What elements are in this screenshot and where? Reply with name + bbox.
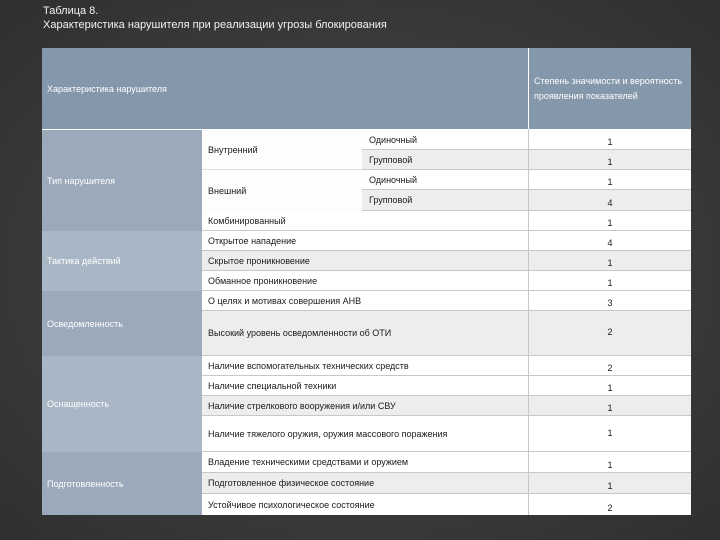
detail-cell: Групповой: [362, 190, 528, 211]
header-characteristic: Характеристика нарушителя: [42, 48, 528, 129]
table-number: Таблица 8.: [43, 5, 99, 17]
table-caption: [43, 4, 387, 32]
column-divider: [528, 129, 529, 515]
detail-cell: О целях и мотивах совершения АНВ: [202, 291, 528, 311]
detail-cell: Подготовленное физическое состояние: [202, 473, 528, 494]
detail-cell: Наличие вспомогательных технических средств: [202, 356, 528, 376]
detail-cell: Скрытое проникновение: [202, 251, 528, 271]
value-cell: 2: [529, 356, 691, 376]
value-cell: 3: [529, 291, 691, 311]
detail-cell: Наличие тяжелого оружия, оружия массового поражения: [202, 416, 528, 452]
category-equipment: Оснащенность: [42, 356, 202, 452]
value-cell: 1: [529, 452, 691, 473]
value-cell: 1: [529, 473, 691, 494]
value-cell: 1: [529, 211, 691, 231]
header-significance: Степень значимости и вероятность проявления показателей: [529, 48, 691, 129]
detail-cell: Наличие стрелкового вооружения и/или СВУ: [202, 396, 528, 416]
detail-cell: Устойчивое психологическое состояние: [202, 494, 528, 515]
detail-cell: Наличие специальной техники: [202, 376, 528, 396]
value-cell: 1: [529, 271, 691, 291]
value-cell: 1: [529, 150, 691, 170]
value-cell: 2: [529, 494, 691, 515]
subgroup-external: Внешний: [202, 170, 362, 211]
category-training: Подготовленность: [42, 452, 202, 515]
violator-characteristics-table: [42, 48, 691, 515]
detail-cell: Обманное проникновение: [202, 271, 528, 291]
category-tactics: Тактика действий: [42, 231, 202, 291]
value-cell: 1: [529, 170, 691, 190]
value-cell: 1: [529, 416, 691, 452]
subgroup-internal: Внутренний: [202, 130, 362, 170]
value-cell: 1: [529, 251, 691, 271]
category-awareness: Осведомленность: [42, 291, 202, 356]
table-title: Характеристика нарушителя при реализации угрозы блокирования: [43, 19, 387, 31]
value-cell: 1: [529, 396, 691, 416]
detail-cell: Владение техническими средствами и оружием: [202, 452, 528, 473]
detail-cell: Одиночный: [362, 170, 528, 190]
value-cell: 4: [529, 231, 691, 251]
value-cell: 1: [529, 130, 691, 150]
category-violator-type: Тип нарушителя: [42, 130, 202, 231]
detail-cell: Комбинированный: [202, 211, 528, 231]
detail-cell: Открытое нападение: [202, 231, 528, 251]
value-cell: 4: [529, 190, 691, 211]
value-cell: 1: [529, 376, 691, 396]
value-cell: 2: [529, 311, 691, 356]
detail-cell: Одиночный: [362, 130, 528, 150]
detail-cell: Высокий уровень осведомленности об ОТИ: [202, 311, 528, 356]
detail-cell: Групповой: [362, 150, 528, 170]
